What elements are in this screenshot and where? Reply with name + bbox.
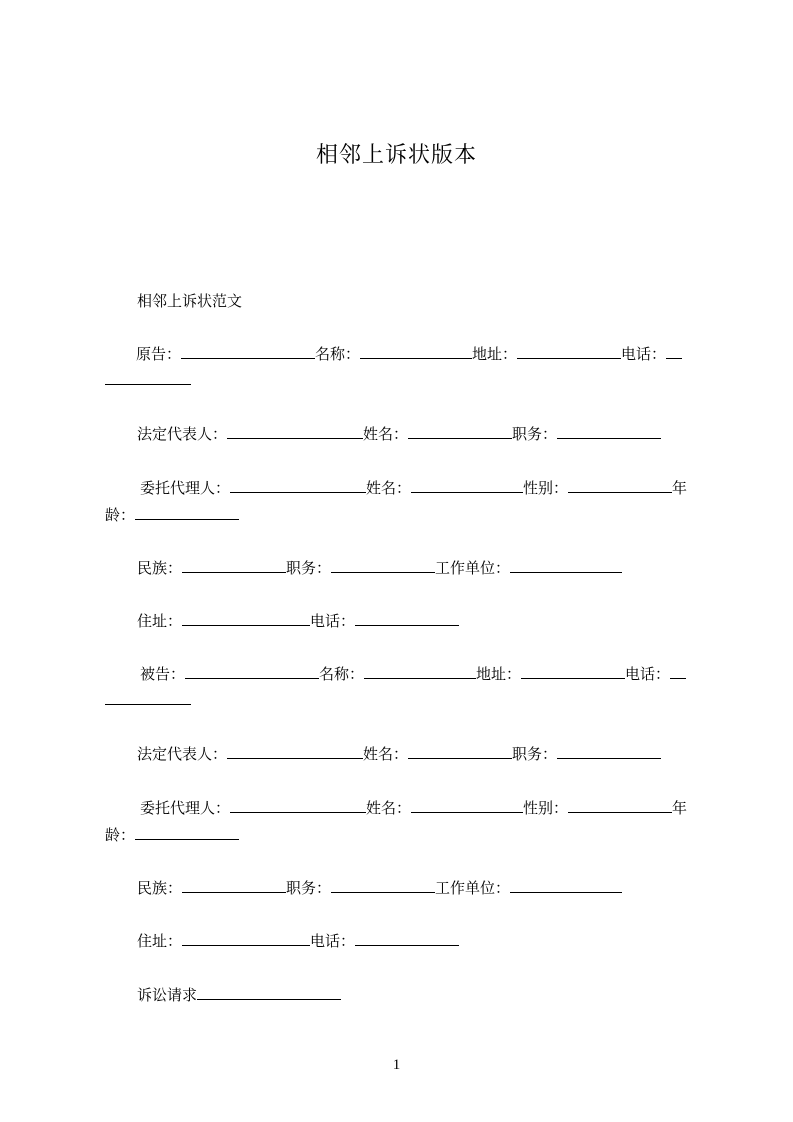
defendant-agent-gender-label: 性别： [523,799,569,817]
defendant-legal-rep-label: 法定代表人： [137,745,228,763]
plaintiff-agent-blank [230,475,366,493]
page-number: 1 [392,1057,401,1073]
defendant-legal-rep-blank [227,741,363,759]
page-title: 相邻上诉状版本 [315,143,477,168]
plaintiff-phone-label: 电话： [621,345,667,363]
defendant-blank [185,661,319,679]
plaintiff-label: 原告： [136,345,182,363]
plaintiff-line [136,341,706,367]
subtitle [105,288,705,314]
plaintiff-name-blank [360,341,472,359]
defendant-name-blank [364,661,476,679]
defendant-agent-gender-blank [568,795,672,813]
plaintiff-rep-position-label: 职务： [512,425,558,443]
defendant-phone-blank-2 [105,687,191,705]
defendant-name-label: 名称： [319,665,365,683]
plaintiff-ethnicity-line [105,555,705,581]
plaintiff-agent-line [140,475,706,501]
defendant-phone-label: 电话： [625,665,671,683]
defendant-agent-line [140,795,706,821]
plaintiff-age-label: 龄： [105,506,136,524]
plaintiff-position-blank [331,555,435,573]
defendant-phone-continued [105,687,705,713]
defendant-age-label: 龄： [105,826,136,844]
defendant-employer-label: 工作单位： [435,879,511,897]
plaintiff-employer-blank [510,555,622,573]
plaintiff-residence-phone-label: 电话： [310,612,356,630]
defendant-agent-age-char: 年 [672,799,688,817]
defendant-position-label: 职务： [286,879,332,897]
defendant-ethnicity-blank [182,875,286,893]
defendant-phone-blank [670,661,686,679]
plaintiff-agent-age-char: 年 [672,479,688,497]
plaintiff-address-blank [517,341,621,359]
plaintiff-blank [181,341,315,359]
plaintiff-name-label: 名称： [315,345,361,363]
defendant-line [140,661,706,687]
plaintiff-residence-phone-blank [355,608,459,626]
defendant-legal-rep-line [105,741,705,767]
defendant-rep-position-blank [557,741,661,759]
defendant-residence-phone-blank [355,928,459,946]
plaintiff-age-line [105,502,705,528]
defendant-age-blank [135,822,239,840]
defendant-age-line [105,822,705,848]
defendant-residence-line [105,928,705,954]
defendant-position-blank [331,875,435,893]
defendant-agent-name-blank [411,795,523,813]
claims-blank [197,982,341,1000]
plaintiff-phone-blank [666,341,682,359]
defendant-agent-label: 委托代理人： [140,799,231,817]
plaintiff-ethnicity-blank [182,555,286,573]
plaintiff-employer-label: 工作单位： [435,559,511,577]
subtitle-text: 相邻上诉状范文 [137,292,243,310]
plaintiff-agent-label: 委托代理人： [140,479,231,497]
defendant-label: 被告： [140,665,186,683]
plaintiff-address-label: 地址： [472,345,518,363]
plaintiff-agent-gender-label: 性别： [523,479,569,497]
defendant-rep-name-label: 姓名： [363,745,409,763]
defendant-agent-name-label: 姓名： [366,799,412,817]
defendant-rep-position-label: 职务： [512,745,558,763]
defendant-address-label: 地址： [476,665,522,683]
plaintiff-phone-blank-2 [105,367,191,385]
plaintiff-residence-blank [182,608,310,626]
plaintiff-agent-name-blank [411,475,523,493]
defendant-address-blank [521,661,625,679]
plaintiff-phone-continued [105,367,705,393]
plaintiff-rep-name-blank [408,421,512,439]
defendant-ethnicity-label: 民族： [137,879,183,897]
plaintiff-position-label: 职务： [286,559,332,577]
defendant-employer-blank [510,875,622,893]
plaintiff-rep-name-label: 姓名： [363,425,409,443]
claims-label: 诉讼请求 [137,986,198,1004]
plaintiff-residence-label: 住址： [137,612,183,630]
plaintiff-legal-rep-label: 法定代表人： [137,425,228,443]
plaintiff-rep-position-blank [557,421,661,439]
plaintiff-legal-rep-line [105,421,705,447]
defendant-residence-blank [182,928,310,946]
plaintiff-agent-name-label: 姓名： [366,479,412,497]
defendant-agent-blank [230,795,366,813]
defendant-residence-phone-label: 电话： [310,932,356,950]
plaintiff-age-blank [135,502,239,520]
defendant-rep-name-blank [408,741,512,759]
plaintiff-agent-gender-blank [568,475,672,493]
plaintiff-residence-line [105,608,705,634]
defendant-residence-label: 住址： [137,932,183,950]
claims-line [105,982,705,1008]
plaintiff-legal-rep-blank [227,421,363,439]
defendant-ethnicity-line [105,875,705,901]
plaintiff-ethnicity-label: 民族： [137,559,183,577]
